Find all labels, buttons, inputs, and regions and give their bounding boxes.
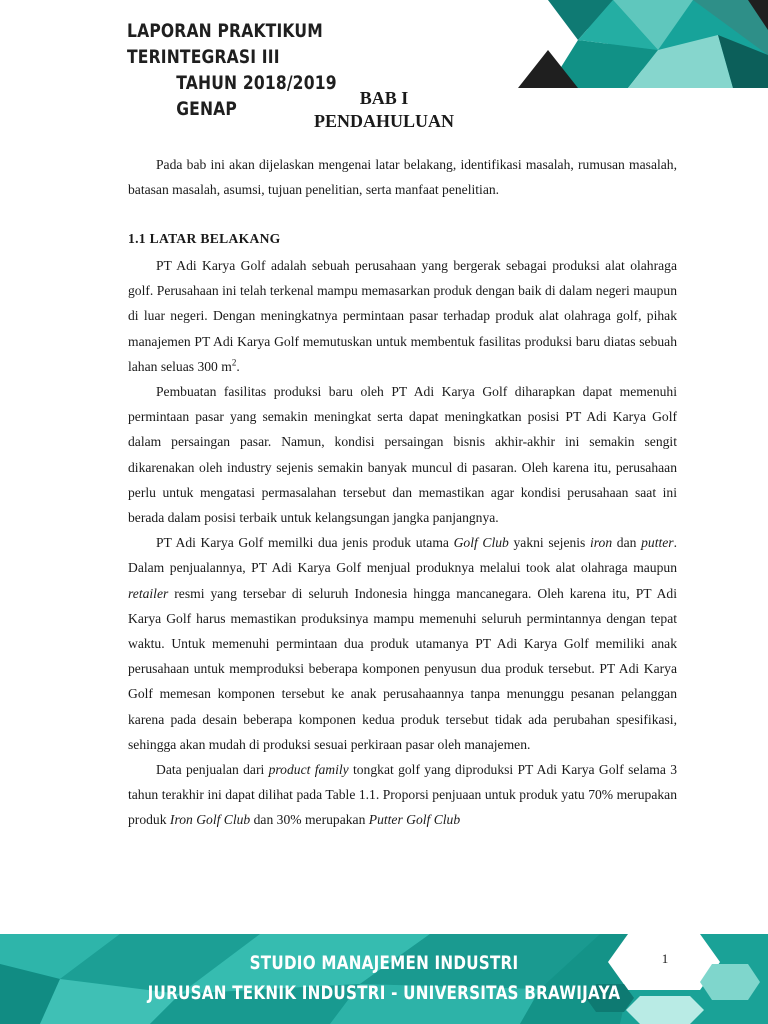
header-decoration: [518, 0, 768, 88]
page-number: 1: [661, 951, 669, 966]
section-body: [128, 253, 677, 833]
intro-paragraph: [128, 152, 677, 202]
chapter-number: BAB I: [359, 88, 409, 108]
paragraph-4: Data penjualan dari product family tongkat golf yang diproduksi PT Adi Karya Golf selama 3 tahun terakhir ini dapat dilihat pada Table 1.1. Proporsi penjuaan untuk produk yatu 70% merupakan produk Iron Golf Club dan 30% merupakan Putter Golf Club: [128, 762, 677, 828]
report-title-line1: LAPORAN PRAKTIKUM TERINTEGRASI III: [127, 20, 323, 68]
paragraph-3: PT Adi Karya Golf memilki dua jenis produk utama Golf Club yakni sejenis iron dan putter. Dalam penjualannya, PT Adi Karya Golf menjual produknya melalui took alat olahraga maupun retailer resmi yang tersebar di seluruh Indonesia hingga mancanegara. Oleh karena itu, PT Adi Karya Golf harus memastikan produksinya mampu memenuhi seluruh permintannya dengan tepat waktu. Untuk memenuhi permintaan dua produk utamanya PT Adi Karya Golf memiliki anak perusahaan untuk memproduksi beberapa komponen penyusun dua produk tersebut. PT Adi Karya Golf memesan komponen tersebut ke anak perusahaannya tanpa menunggu pesanan pelanggan karena pada desain beberapa komponen kedua produk tersebut tidak ada perubahan spesifikasi, sehingga akan mudah di produksi sesuai perkiraan pasar oleh manajemen.: [128, 535, 677, 752]
footer-line2: JURUSAN TEKNIK INDUSTRI - UNIVERSITAS BRAWIJAYA: [147, 983, 621, 1004]
report-title-line2: TAHUN 2018/2019 GENAP: [176, 72, 337, 120]
paragraph-2: Pembuatan fasilitas produksi baru oleh PT Adi Karya Golf diharapkan dapat memenuhi permintaan pasar yang semakin meningkat serta dapat meningkatkan posisi PT Adi Karya Golf dalam persaingan pasar. Namun, kondisi persaingan bisnis akhir-akhir ini semakin sengit dikarenakan oleh industry sejenis semakin banyak muncul di pasaran. Oleh karena itu, perusahaan perlu untuk mengatasi permasalahan tersebut dan memastikan agar kondisi perusahaan saat ini berada dalam posisi terbaik untuk kelangsungan jangka panjangnya.: [128, 384, 677, 526]
chapter-title: PENDAHULUAN: [313, 111, 454, 131]
footer-banner: [0, 934, 768, 1024]
intro-text: Pada bab ini akan dijelaskan mengenai latar belakang, identifikasi masalah, rumusan masalah, batasan masalah, asumsi, tujuan penelitian, serta manfaat penelitian.: [128, 157, 677, 198]
paragraph-1: PT Adi Karya Golf adalah sebuah perusahaan yang bergerak sebagai produksi alat olahraga golf. Perusahaan ini telah terkenal mampu memasarkan produk dengan baik di dalam negeri maupun di luar negeri. Dengan meningkatnya permintaan pasar terhadap produk alat olahraga golf, pihak manajemen PT Adi Karya Golf memutuskan untuk membentuk fasilitas produksi baru diatas sebuah lahan seluas 300 $m^2$.: [128, 258, 677, 374]
section-heading: 1.1 LATAR BELAKANG: [128, 231, 281, 246]
footer-line1: STUDIO MANAJEMEN INDUSTRI: [249, 953, 519, 974]
